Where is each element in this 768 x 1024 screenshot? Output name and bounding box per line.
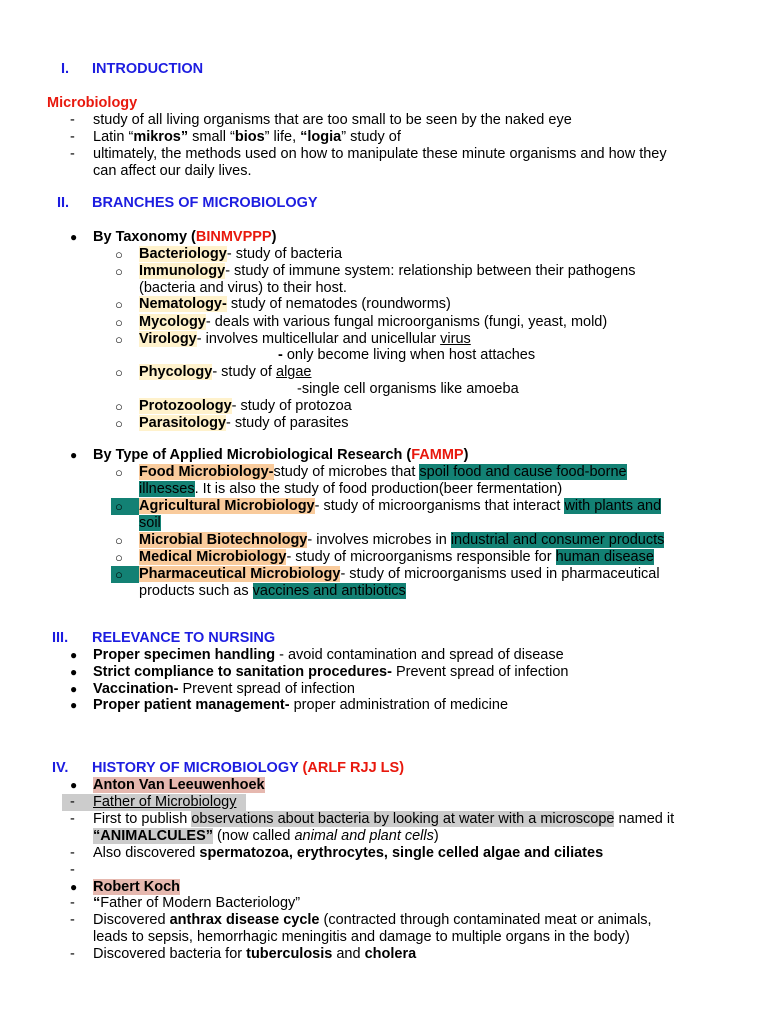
section-4-heading [52,760,405,777]
applied-item: Agricultural Microbiology- study of microorganisms that interact with plants and [139,498,662,514]
dash-icon: - [70,112,75,128]
scientist-title: Father of Microbiology [93,794,237,810]
bullet-icon: ● [70,698,78,712]
taxonomy-label: By Taxonomy (BINMVPPP) [93,229,277,245]
bullet-icon: ● [70,880,78,894]
section-2-heading [57,195,318,212]
applied-item-cont: illnesses. It is also the study of food production(beer fermentation) [139,481,563,497]
methods-line: ultimately, the methods used on how to manipulate these minute organisms and how they [93,146,667,162]
bullet-icon: ● [70,648,78,662]
section-number: IV. [52,760,69,776]
taxonomy-item: Parasitology- study of parasites [139,415,349,431]
bullet-icon: ● [70,448,78,462]
taxonomy-item-cont: - only become living when host attaches [278,347,536,363]
scientist-title: “Father of Modern Bacteriology” [93,895,301,911]
taxonomy-item: Protozoology- study of protozoa [139,398,352,414]
circle-bullet-icon: ○ [115,465,123,480]
applied-item-cont: products such as vaccines and antibiotics [139,583,406,599]
applied-item-cont: soil [139,515,161,531]
taxonomy-item: Bacteriology- study of bacteria [139,246,343,262]
circle-bullet-icon: ○ [115,315,123,330]
applied-item: Pharmaceutical Microbiology- study of microorganisms used in pharmaceutical [139,566,660,582]
nursing-item: Proper specimen handling - avoid contamination and spread of disease [93,647,564,663]
circle-bullet-icon: ○ [115,365,123,380]
section-number: I. [61,61,70,77]
nursing-item: Vaccination- Prevent spread of infection [93,681,355,697]
scientist-fact: Discovered bacteria for tuberculosis and cholera [93,946,417,962]
dash-icon: - [70,811,75,827]
dash-icon: - [70,912,75,928]
methods-line-cont: can affect our daily lives. [93,163,252,179]
circle-bullet-icon: ○ [115,533,123,548]
dash-icon: - [70,862,75,878]
section-3-heading [52,630,276,647]
taxonomy-item: Immunology- study of immune system: relationship between their pathogens [139,263,636,279]
scientist-fact-cont: “ANIMALCULES” (now called animal and plant cells) [93,828,439,844]
taxonomy-item: Nematology- study of nematodes (roundworms) [139,296,451,312]
section-title: BRANCHES OF MICROBIOLOGY [92,195,318,211]
microbiology-heading: Microbiology [47,95,138,111]
circle-bullet-icon: ○ [115,297,123,312]
scientist-fact: Also discovered spermatozoa, erythrocytes, single celled algae and ciliates [93,845,604,861]
mnemonic-code: (ARLF RJJ LS) [298,760,405,776]
scientist-fact: Discovered anthrax disease cycle (contracted through contaminated meat or animals, [93,912,652,928]
definition-line: study of all living organisms that are too small to be seen by the naked eye [93,112,572,128]
dash-icon: - [70,129,75,145]
scientist-fact: First to publish observations about bacteria by looking at water with a microscope named it [93,811,675,827]
circle-bullet-icon: ○ [115,550,123,565]
taxonomy-item-cont: -single cell organisms like amoeba [297,381,519,397]
circle-bullet-icon: ○ [115,416,123,431]
taxonomy-item: Virology- involves multicellular and unicellular virus [139,331,471,347]
dash-icon: - [70,845,75,861]
circle-bullet-icon: ○ [115,247,123,262]
circle-bullet-icon: ○ [115,567,123,582]
taxonomy-item: Mycology- deals with various fungal microorganisms (fungi, yeast, mold) [139,314,608,330]
section-number: II. [57,195,70,211]
dash-icon: - [70,946,75,962]
circle-bullet-icon: ○ [115,499,123,514]
section-title: RELEVANCE TO NURSING [92,630,276,646]
scientist-fact-cont: leads to sepsis, hemorrhagic meningitis and damage to multiple organs in the body) [93,929,630,945]
section-title: HISTORY OF MICROBIOLOGY [92,760,299,776]
scientist-name: Anton Van Leeuwenhoek [93,777,265,793]
bullet-icon: ● [70,230,78,244]
applied-item: Medical Microbiology- study of microorganisms responsible for human disease [139,549,654,565]
taxonomy-item-cont: (bacteria and virus) to their host. [139,280,347,296]
nursing-item: Strict compliance to sanitation procedures- Prevent spread of infection [93,664,569,680]
bullet-icon: ● [70,665,78,679]
nursing-item: Proper patient management- proper administration of medicine [93,697,509,713]
circle-bullet-icon: ○ [115,332,123,347]
dash-icon: - [70,794,75,810]
circle-bullet-icon: ○ [115,399,123,414]
bullet-icon: ● [70,682,78,696]
taxonomy-item: Phycology- study of algae [139,364,312,380]
dash-icon: - [70,146,75,162]
section-1-heading [61,61,204,78]
section-title: INTRODUCTION [92,61,204,77]
applied-research-label: By Type of Applied Microbiological Research (FAMMP) [93,447,469,463]
latin-line: Latin “mikros” small “bios” life, “logia” study of [93,129,401,145]
applied-item: Food Microbiology-study of microbes that spoil food and cause food-borne [139,464,627,480]
section-number: III. [52,630,69,646]
applied-item: Microbial Biotechnology- involves microbes in industrial and consumer products [139,532,665,548]
dash-icon: - [70,895,75,911]
circle-bullet-icon: ○ [115,264,123,279]
bullet-icon: ● [70,778,78,792]
scientist-name: Robert Koch [93,879,180,895]
